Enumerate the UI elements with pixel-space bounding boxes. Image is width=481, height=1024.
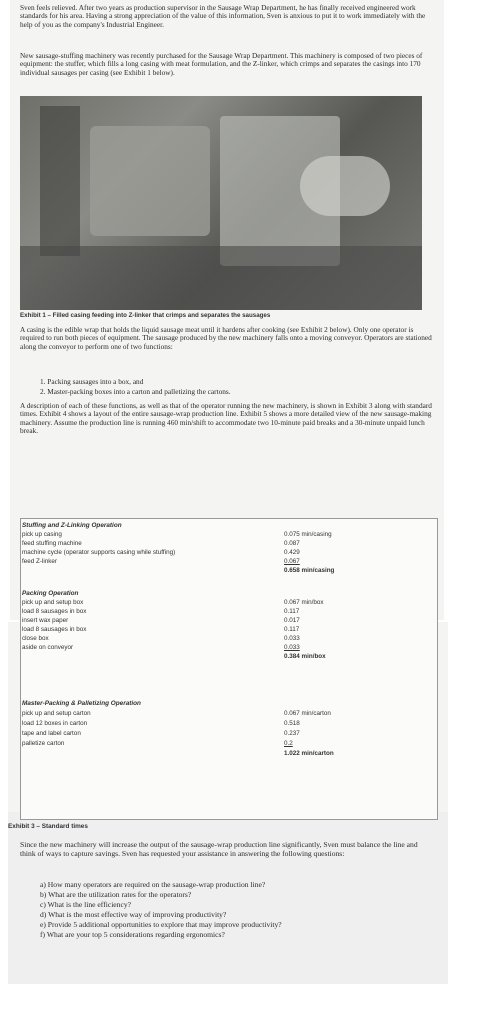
table-row-label: load 8 sausages in box xyxy=(22,608,87,615)
standard-times-table xyxy=(20,518,438,820)
function-item-2: 2. Master-packing boxes into a carton and palletizing the cartons. xyxy=(40,387,231,396)
section-total-packing: 0.384 min/box xyxy=(284,653,326,660)
description-paragraph: A description of each of these functions, as well as that of the operator running the new machinery, is shown in Exhibit 3 along with standard times. Exhibit 4 shows a layout of the entire sausage-wrap production line. Exhibit 5 shows a more detailed view of the new sausage-making machinery. Assume the production line is running 460 min/shift to accommodate two 10-minute paid breaks and a 30-minute unpaid lunch break. xyxy=(20,401,432,435)
question-f: f) What are your top 5 considerations regarding ergonomics? xyxy=(40,930,225,939)
question-d: d) What is the most effective way of improving productivity? xyxy=(40,910,227,919)
table-row-value: 0.067 xyxy=(284,558,300,565)
table-row-value: 0.518 xyxy=(284,720,300,727)
question-b: b) What are the utilization rates for the operators? xyxy=(40,890,192,899)
table-row-label: feed stuffing machine xyxy=(22,540,82,547)
table-row-label: feed Z-linker xyxy=(22,558,57,565)
casing-paragraph: A casing is the edible wrap that holds the liquid sausage meat until it hardens after cooking (see Exhibit 2 below). Only one operator is required to run both pieces of equipment. The sausage produced by the new machinery falls onto a moving conveyor. Operators are stationed along the conveyor to perform one of two functions: xyxy=(20,325,432,351)
exhibit1-photo xyxy=(20,96,422,310)
table-row-value: 0.067 min/carton xyxy=(284,710,331,717)
closing-paragraph: Since the new machinery will increase the output of the sausage-wrap production line significantly, Sven must balance the line and think of ways to capture savings. Sven has requested your assistance in answering the following questions: xyxy=(20,840,418,858)
section-total-master-packing: 1.022 min/carton xyxy=(284,750,334,757)
exhibit3-caption: Exhibit 3 – Standard times xyxy=(8,823,88,830)
table-row-value: 0.429 xyxy=(284,549,300,556)
question-a: a) How many operators are required on the sausage-wrap production line? xyxy=(40,880,266,889)
table-row-label: tape and label carton xyxy=(22,730,81,737)
question-c: c) What is the line efficiency? xyxy=(40,900,132,909)
table-row-label: aside on conveyor xyxy=(22,644,74,651)
table-row-value: 0.033 xyxy=(284,644,300,651)
table-row-label: pick up casing xyxy=(22,531,62,538)
table-row-label: machine cycle (operator supports casing while stuffing) xyxy=(22,549,176,556)
table-row-value: 0.017 xyxy=(284,617,300,624)
table-row-label: close box xyxy=(22,635,49,642)
table-row-label: insert wax paper xyxy=(22,617,69,624)
table-row-value: 0.2 xyxy=(284,740,293,747)
table-row-value: 0.087 xyxy=(284,540,300,547)
table-row-value: 0.067 min/box xyxy=(284,599,324,606)
section-title-master-packing: Master-Packing & Palletizing Operation xyxy=(22,700,141,707)
section-title-packing: Packing Operation xyxy=(22,590,79,597)
table-row-label: load 12 boxes in carton xyxy=(22,720,88,727)
section-total-stuffing: 0.658 min/casing xyxy=(284,567,335,574)
function-item-1: 1. Packing sausages into a box, and xyxy=(40,377,144,386)
table-row-value: 0.117 xyxy=(284,608,300,615)
table-row-label: load 8 sausages in box xyxy=(22,626,87,633)
question-e: e) Provide 5 additional opportunities to explore that may improve productivity? xyxy=(40,920,282,929)
table-row-label: pick up and setup box xyxy=(22,599,84,606)
table-row-value: 0.033 xyxy=(284,635,300,642)
table-row-value: 0.075 min/casing xyxy=(284,531,332,538)
machinery-paragraph: New sausage-stuffing machinery was recently purchased for the Sausage Wrap Department. This machinery is composed of two pieces of equipment: the stuffer, which fills a long casing with meat formulation, and the Z-linker, which crimps and separates the casings into 170 individual sausages per casing (see Exhibit 1 below). xyxy=(20,51,423,77)
table-row-value: 0.237 xyxy=(284,730,300,737)
table-row-label: palletize carton xyxy=(22,740,65,747)
section-title-stuffing: Stuffing and Z-Linking Operation xyxy=(22,522,122,529)
table-row-label: pick up and setup carton xyxy=(22,710,91,717)
intro-paragraph: Sven feels relieved. After two years as production supervisor in the Sausage Wrap Department, he has finally received engineered work standards for his area. Having a strong appreciation of the value of this information, Sven is anxious to put it to work immediately with the help of you as the company's Industrial Engineer. xyxy=(20,3,426,29)
table-row-value: 0.117 xyxy=(284,626,300,633)
exhibit1-caption: Exhibit 1 – Filled casing feeding into Z-linker that crimps and separates the sausages xyxy=(20,312,271,319)
